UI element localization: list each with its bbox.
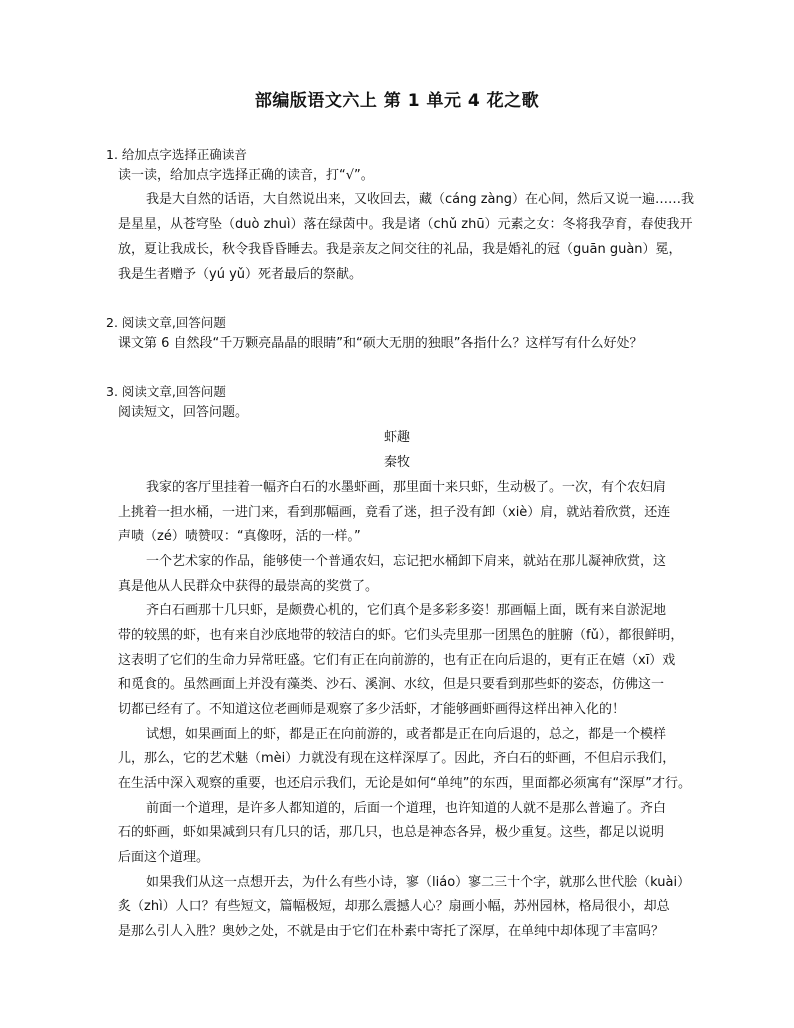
article-line: 炙（zhì）人口？有些短文，篇幅极短，却那么震撼人心？扇画小幅，苏州园林，格局很小，却总 xyxy=(118,899,670,914)
article-line: 上挑着一担水桶，一进门来，看到那幅画，竟看了迷，担子没有卸（xiè）肩，就站着欣赏，还连 xyxy=(118,505,671,520)
article-line: 在生活中深入观察的重要，也还启示我们，无论是如何“单纯”的东西，里面都必须寓有“深厚”才行。 xyxy=(118,776,691,791)
question-3-heading: 3. 阅读文章,回答问题 xyxy=(106,384,226,399)
article-line: 如果我们从这一点想开去，为什么有些小诗，寥（liáo）寥二三十个字，就那么世代脍（kuài） xyxy=(146,875,691,890)
article-line: 试想，如果画面上的虾，都是正在向前游的，或者都是正在向后退的，总之，都是一个模样 xyxy=(146,727,667,742)
article-line: 前面一个道理，是许多人都知道的，后面一个道理，也许知道的人就不是那么普遍了。齐白 xyxy=(146,801,667,816)
article-line: 真是他从人民群众中获得的最崇高的奖赏了。 xyxy=(118,579,379,594)
article-line: 儿，那么，它的艺术魅（mèi）力就没有现在这样深厚了。因此，齐白石的虾画，不但启示我们， xyxy=(118,751,676,766)
article-line: 石的虾画，虾如果减到只有几只的话，那几只，也总是神态各异，极少重复。这些，都足以说明 xyxy=(118,825,665,840)
article-line: 带的较黑的虾，也有来自沙底地带的较洁白的虾。它们头壳里那一团黑色的脏腑（fǔ），都很鲜明， xyxy=(118,628,684,643)
article-line: 齐白石画那十几只虾，是颇费心机的，它们真个是多彩多姿！那画幅上面，既有来自淤泥地 xyxy=(146,603,667,618)
article-line: 和觅食的。虽然画面上并没有藻类、沙石、溪涧、水纹，但是只要看到那些虾的姿态，仿佛这一 xyxy=(118,677,665,692)
article-line: 一个艺术家的作品，能够使一个普通农妇，忘记把水桶卸下肩来，就站在那儿凝神欣赏，这 xyxy=(146,554,667,569)
question-2-heading: 2. 阅读文章,回答问题 xyxy=(106,315,226,330)
article-line: 这表明了它们的生命力异常旺盛。它们有正在向前游的，也有正在向后退的，更有正在嬉（xī）戏 xyxy=(118,653,676,668)
q1-passage-line: 放，夏让我成长，秋令我昏昏睡去。我是亲友之间交往的礼品，我是婚礼的冠（guān guàn）冕， xyxy=(118,242,682,257)
article-line: 是那么引人入胜？奥妙之处，不就是由于它们在朴素中寄托了深厚，在单纯中却体现了丰富吗？ xyxy=(118,924,665,939)
article-author: 秦牧 xyxy=(383,455,410,470)
question-2-text: 课文第 6 自然段“千万颗亮晶晶的眼睛”和“硕大无朋的独眼”各指什么？这样写有什么好处？ xyxy=(118,336,643,351)
q1-passage-line: 我是大自然的话语，大自然说出来，又收回去，藏（cáng zàng）在心间，然后又说一遍……我 xyxy=(146,192,695,207)
article-line: 声啧（zé）啧赞叹：“真像呀，活的一样。” xyxy=(118,529,361,544)
article-line: 后面这个道理。 xyxy=(118,850,210,865)
article-title: 虾趣 xyxy=(383,430,410,445)
article-line: 我家的客厅里挂着一幅齐白石的水墨虾画，那里面十来只虾，生动极了。一次，有个农妇肩 xyxy=(146,480,667,495)
q1-passage-line: 是星星，从苍穹坠（duò zhuì）落在绿茵中。我是诸（chǔ zhū）元素之女：冬将我孕育，春使我开 xyxy=(118,217,693,232)
question-1-intro: 读一读，给加点字选择正确的读音，打“√”。 xyxy=(118,168,374,183)
question-3-intro: 阅读短文，回答问题。 xyxy=(118,405,249,420)
question-1-heading: 1. 给加点字选择正确读音 xyxy=(106,147,247,162)
document-title: 部编版语文六上 第 1 单元 4 花之歌 xyxy=(254,91,540,111)
article-line: 切都已经有了。不知道这位老画师是观察了多少活虾，才能够画虾画得这样出神入化的！ xyxy=(118,702,626,717)
q1-passage-line: 我是生者赠予（yú yǔ）死者最后的祭献。 xyxy=(118,267,362,282)
